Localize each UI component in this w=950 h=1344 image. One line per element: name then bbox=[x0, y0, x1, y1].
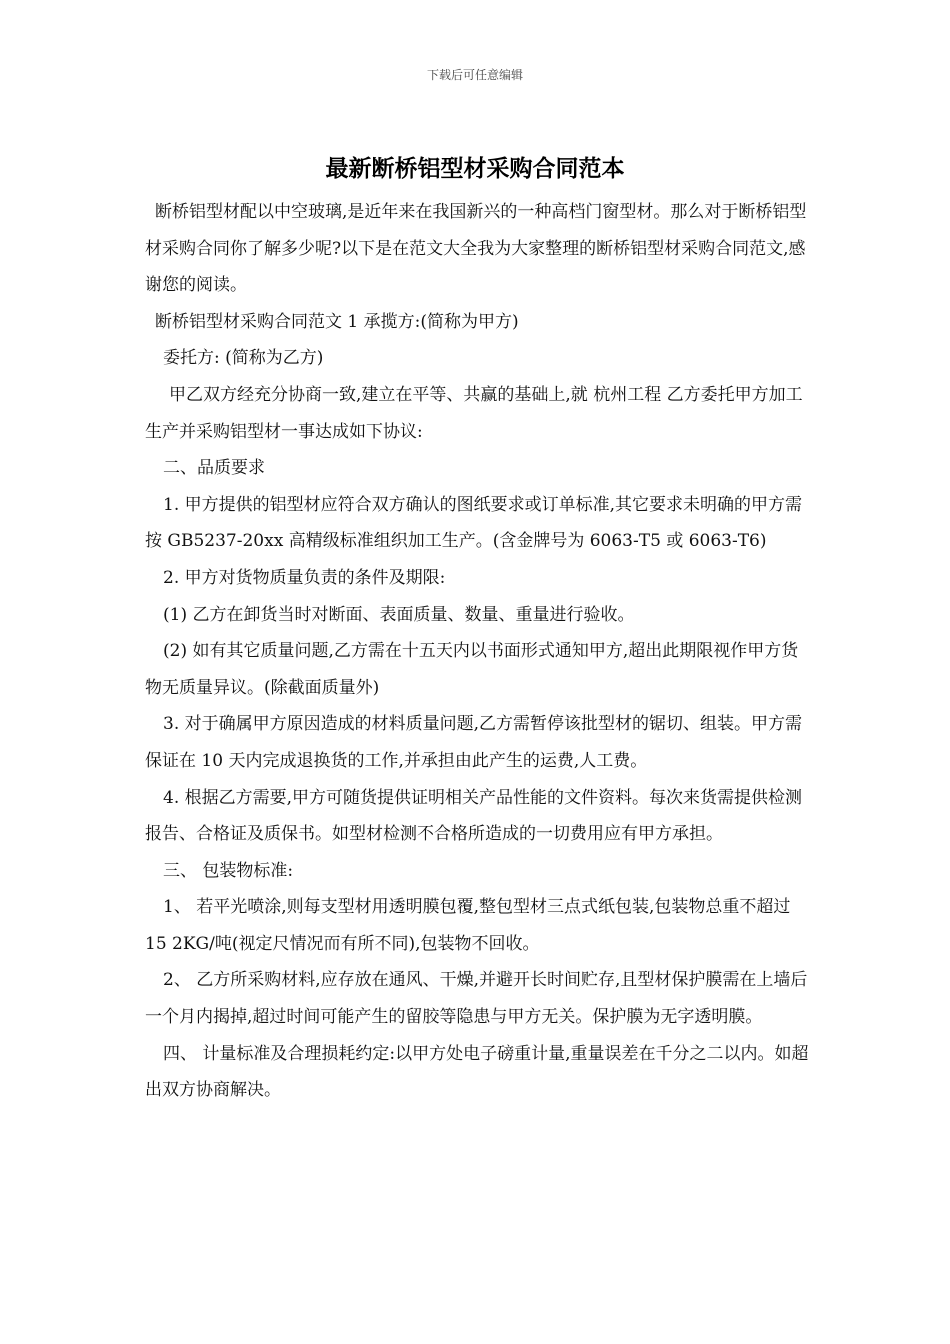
contractor-line: 断桥铝型材采购合同范文 1 承揽方:(简称为甲方) bbox=[155, 311, 519, 332]
clause-3: 3. 对于确属甲方原因造成的材料质量问题,乙方需暂停该批型材的锯切、组装。甲方需保证在 10 天内完成退换货的工作,并承担由此产生的运费,人工费。 bbox=[145, 714, 803, 771]
agreement-paragraph: 甲乙双方经充分协商一致,建立在平等、共赢的基础上,就 杭州工程 乙方委托甲方加工生产并采购铝型材一事达成如下协议: bbox=[145, 384, 803, 442]
section-heading-measurement: 四、 计量标准及合理损耗约定:以甲方处电子磅重计量,重量误差在千分之二以内。如超出双方协商解决。 bbox=[145, 1043, 809, 1101]
page-header: 下载后可任意编辑 bbox=[426, 68, 523, 82]
packaging-clause-1: 1、 若平光喷涂,则每支型材用透明膜包覆,整包型材三点式纸包装,包装物总重不超过 15 2KG/吨(视定尺情况而有所不同),包装物不回收。 bbox=[145, 897, 791, 954]
clause-1: 1. 甲方提供的铝型材应符合双方确认的图纸要求或订单标准,其它要求未明确的甲方需按 GB5237-20xx 高精级标准组织加工生产。(含金牌号为 6063-T5 或 6063-T6) bbox=[145, 494, 803, 552]
section-heading-quality: 二、品质要求 bbox=[163, 458, 265, 479]
clause-2-1: (1) 乙方在卸货当时对断面、表面质量、数量、重量进行验收。 bbox=[163, 604, 635, 625]
document-body bbox=[145, 194, 810, 1109]
section-heading-packaging: 三、 包装物标准: bbox=[163, 860, 294, 881]
intro-paragraph: 断桥铝型材配以中空玻璃,是近年来在我国新兴的一种高档门窗型材。那么对于断桥铝型材采购合同你了解多少呢?以下是在范文大全我为大家整理的断桥铝型材采购合同范文,感谢您的阅读。 bbox=[145, 202, 807, 296]
packaging-clause-2: 2、 乙方所采购材料,应存放在通风、干燥,并避开长时间贮存,且型材保护膜需在上墙后一个月内揭掉,超过时间可能产生的留胶等隐患与甲方无关。保护膜为无字透明膜。 bbox=[145, 970, 808, 1028]
clause-4: 4. 根据乙方需要,甲方可随货提供证明相关产品性能的文件资料。每次来货需提供检测报告、合格证及质保书。如型材检测不合格所造成的一切费用应有甲方承担。 bbox=[145, 787, 803, 845]
clause-2: 2. 甲方对货物质量负责的条件及期限: bbox=[163, 567, 446, 588]
clause-2-2: (2) 如有其它质量问题,乙方需在十五天内以书面形式通知甲方,超出此期限视作甲方货物无质量异议。(除截面质量外) bbox=[145, 641, 799, 698]
document-title: 最新断桥铝型材采购合同范本 bbox=[325, 155, 625, 182]
client-line: 委托方: (简称为乙方) bbox=[163, 348, 324, 369]
